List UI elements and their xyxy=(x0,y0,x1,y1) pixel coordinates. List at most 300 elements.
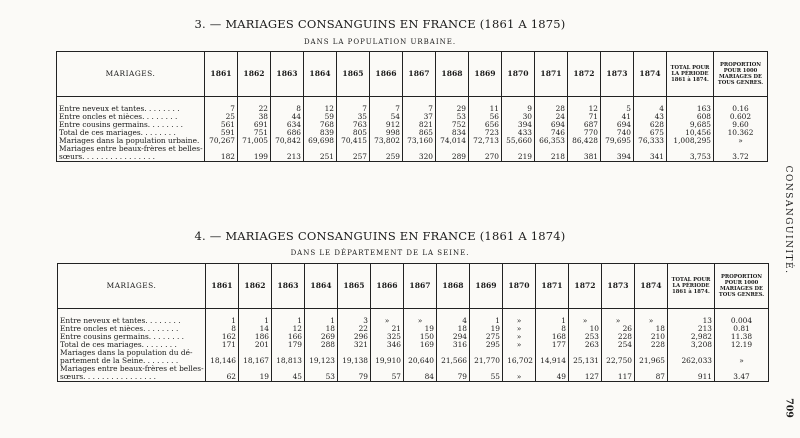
table-cell: 168 xyxy=(536,333,569,341)
table-cell: 998 xyxy=(370,129,403,137)
table-cell xyxy=(206,365,239,373)
table-seine-department xyxy=(57,263,769,382)
table-cell: 254 xyxy=(602,341,635,349)
table-cell xyxy=(470,349,503,357)
table-cell: 321 xyxy=(338,341,371,349)
row-label: Total de ces mariages. . . . . . . . xyxy=(58,341,206,349)
proportion-cell xyxy=(715,349,769,357)
row-label: sœurs. . . . . . . . . . . . . . . . xyxy=(57,153,205,162)
table-cell: 691 xyxy=(238,121,271,129)
table-row xyxy=(57,153,768,162)
table-cell: 21,770 xyxy=(470,357,503,365)
table-cell: 746 xyxy=(535,129,568,137)
table-cell: 12 xyxy=(568,105,601,113)
table-row xyxy=(58,333,769,341)
table-cell: 57 xyxy=(371,373,404,382)
table-cell xyxy=(535,145,568,153)
table-cell: 25,131 xyxy=(569,357,602,365)
table-cell: 218 xyxy=(535,153,568,162)
table-cell xyxy=(536,349,569,357)
table-cell: » xyxy=(602,317,635,325)
table-cell: 839 xyxy=(304,129,337,137)
table-cell xyxy=(404,349,437,357)
table-cell: 394 xyxy=(502,121,535,129)
year-header: 1862 xyxy=(239,264,272,309)
total-header: TOTAL POUR LA PÉRIODE 1861 à 1874. xyxy=(668,264,715,309)
proportion-header: PROPORTION POUR 1000 MARIAGES DE TOUS GENRES. xyxy=(714,52,768,97)
proportion-cell: » xyxy=(714,137,768,145)
table-cell: » xyxy=(404,317,437,325)
table-urban-population xyxy=(56,51,768,162)
table-cell xyxy=(338,365,371,373)
section1-subtitle: DANS LA POPULATION URBAINE. xyxy=(303,38,457,46)
table-cell: 35 xyxy=(337,113,370,121)
year-header: 1872 xyxy=(569,264,602,309)
table-cell: 55,660 xyxy=(502,137,535,145)
table-cell: 18 xyxy=(635,325,668,333)
row-label: Entre cousins germains. . . . . . . . xyxy=(58,333,206,341)
table-cell: 219 xyxy=(502,153,535,162)
table-cell: 199 xyxy=(238,153,271,162)
table-row xyxy=(57,129,768,137)
table-cell xyxy=(470,365,503,373)
table-cell: 394 xyxy=(601,153,634,162)
table-cell: 84 xyxy=(404,373,437,382)
table-cell: 70,267 xyxy=(205,137,238,145)
table-cell: 228 xyxy=(635,341,668,349)
table-cell: 12 xyxy=(304,105,337,113)
table-cell: 71 xyxy=(568,113,601,121)
table-cell xyxy=(371,365,404,373)
table-cell: 86,428 xyxy=(568,137,601,145)
table-cell xyxy=(370,145,403,153)
table-cell: 10 xyxy=(569,325,602,333)
year-header: 1867 xyxy=(403,52,436,97)
table-cell: 346 xyxy=(371,341,404,349)
table-cell: 20,640 xyxy=(404,357,437,365)
table-cell: 253 xyxy=(569,333,602,341)
total-cell: 911 xyxy=(668,373,715,382)
table-cell: 19 xyxy=(404,325,437,333)
table-cell: » xyxy=(371,317,404,325)
table-cell xyxy=(437,365,470,373)
total-cell: 2,982 xyxy=(668,333,715,341)
table-cell: 834 xyxy=(436,129,469,137)
table-cell: 73,802 xyxy=(370,137,403,145)
row-label: Entre neveux et tantes. . . . . . . . xyxy=(57,105,205,113)
table-cell: 325 xyxy=(371,333,404,341)
year-header: 1867 xyxy=(404,264,437,309)
table-cell xyxy=(205,145,238,153)
table-cell: 73,160 xyxy=(403,137,436,145)
year-header: 1869 xyxy=(469,52,502,97)
table-cell: 8 xyxy=(206,325,239,333)
proportion-cell: 0.004 xyxy=(715,317,769,325)
table-cell xyxy=(305,365,338,373)
row-label: Entre oncles et nièces. . . . . . . . xyxy=(57,113,205,121)
table-cell: 43 xyxy=(634,113,667,121)
table-cell: 44 xyxy=(271,113,304,121)
row-label: Total de ces mariages. . . . . . . . xyxy=(57,129,205,137)
proportion-cell: 11.38 xyxy=(715,333,769,341)
table-cell xyxy=(536,365,569,373)
table-cell xyxy=(635,349,668,357)
proportion-cell: 3.72 xyxy=(714,153,768,162)
table-cell: 768 xyxy=(304,121,337,129)
table-row xyxy=(58,317,769,325)
table-cell: 55 xyxy=(470,373,503,382)
table-cell: 213 xyxy=(271,153,304,162)
year-header: 1862 xyxy=(238,52,271,97)
row-label: sœurs. . . . . . . . . . . . . . . . xyxy=(58,373,206,382)
table-cell xyxy=(503,365,536,373)
year-header: 1872 xyxy=(568,52,601,97)
table-cell: 53 xyxy=(305,373,338,382)
table-cell xyxy=(239,349,272,357)
table-cell xyxy=(404,365,437,373)
table-cell: 9 xyxy=(502,105,535,113)
table-cell: 723 xyxy=(469,129,502,137)
table-row xyxy=(58,365,769,373)
total-cell: 213 xyxy=(668,325,715,333)
total-cell: 608 xyxy=(667,113,714,121)
table-cell: 162 xyxy=(206,333,239,341)
table-cell: 294 xyxy=(437,333,470,341)
table-row xyxy=(57,145,768,153)
proportion-cell: 0.81 xyxy=(715,325,769,333)
table-cell: 561 xyxy=(205,121,238,129)
table-cell: 41 xyxy=(601,113,634,121)
table-cell xyxy=(337,145,370,153)
table-cell xyxy=(371,349,404,357)
header-label: MARIAGES. xyxy=(57,52,205,97)
table-cell xyxy=(568,145,601,153)
table-cell: 19 xyxy=(239,373,272,382)
row-label: partement de la Seine. . . . . . . . xyxy=(58,357,206,365)
proportion-cell xyxy=(715,365,769,373)
table-cell: 1 xyxy=(272,317,305,325)
year-header: 1863 xyxy=(272,264,305,309)
total-cell: 1,008,295 xyxy=(667,137,714,145)
table-cell: 21,965 xyxy=(635,357,668,365)
year-header: 1863 xyxy=(271,52,304,97)
row-label: Mariages dans la population urbaine. xyxy=(57,137,205,145)
table-cell: 228 xyxy=(602,333,635,341)
proportion-cell: 12.19 xyxy=(715,341,769,349)
table-cell: 87 xyxy=(635,373,668,382)
year-header: 1861 xyxy=(206,264,239,309)
year-header: 1865 xyxy=(337,52,370,97)
year-header: 1873 xyxy=(602,264,635,309)
table-cell: 763 xyxy=(337,121,370,129)
table-cell: 26 xyxy=(602,325,635,333)
table-cell: 169 xyxy=(404,341,437,349)
table-cell: 865 xyxy=(403,129,436,137)
table-cell: 433 xyxy=(502,129,535,137)
row-label: Mariages entre beaux-frères et belles- xyxy=(57,145,205,153)
section2-title: 4. — MARIAGES CONSANGUINS EN FRANCE (1861 A 1874) xyxy=(194,229,566,243)
table-cell: 201 xyxy=(239,341,272,349)
table-cell: 22,750 xyxy=(602,357,635,365)
table-cell xyxy=(338,349,371,357)
table-cell xyxy=(502,145,535,153)
table-cell xyxy=(272,349,305,357)
proportion-cell: 0.602 xyxy=(714,113,768,121)
proportion-cell: » xyxy=(715,357,769,365)
table-cell: 675 xyxy=(634,129,667,137)
table-cell xyxy=(304,145,337,153)
table-cell: 19,910 xyxy=(371,357,404,365)
table-cell: 5 xyxy=(601,105,634,113)
table-cell: » xyxy=(503,341,536,349)
total-cell: 3,208 xyxy=(668,341,715,349)
table-cell xyxy=(437,349,470,357)
table-cell: 49 xyxy=(536,373,569,382)
table-cell xyxy=(569,365,602,373)
row-label: Mariages entre beaux-frères et belles- xyxy=(58,365,206,373)
table-cell: 1 xyxy=(239,317,272,325)
table-cell xyxy=(305,349,338,357)
table-cell: 19,138 xyxy=(338,357,371,365)
table-cell xyxy=(272,365,305,373)
table-cell: 740 xyxy=(601,129,634,137)
table-cell: 79 xyxy=(338,373,371,382)
table-cell: 186 xyxy=(239,333,272,341)
table-cell: 381 xyxy=(568,153,601,162)
total-cell xyxy=(667,145,714,153)
row-label: Mariages dans la population du dé- xyxy=(58,349,206,357)
table-cell: » xyxy=(503,333,536,341)
year-header: 1864 xyxy=(305,264,338,309)
table-cell xyxy=(469,145,502,153)
total-cell: 9,685 xyxy=(667,121,714,129)
year-header: 1874 xyxy=(634,52,667,97)
table-cell: 18,146 xyxy=(206,357,239,365)
table-cell: 70,842 xyxy=(271,137,304,145)
table-cell: » xyxy=(503,317,536,325)
table-cell: 251 xyxy=(304,153,337,162)
table-cell: » xyxy=(635,317,668,325)
table-cell: 29 xyxy=(436,105,469,113)
table-row xyxy=(57,137,768,145)
year-header: 1869 xyxy=(470,264,503,309)
table-cell: 270 xyxy=(469,153,502,162)
table-cell: 117 xyxy=(602,373,635,382)
table-cell: 38 xyxy=(238,113,271,121)
table-cell: 30 xyxy=(502,113,535,121)
row-label: Entre cousins germains. . . . . . . . xyxy=(57,121,205,129)
table-cell: 24 xyxy=(535,113,568,121)
table-cell: 687 xyxy=(568,121,601,129)
table-cell: 19 xyxy=(470,325,503,333)
table-row xyxy=(57,121,768,129)
table-cell: 19,123 xyxy=(305,357,338,365)
year-header: 1866 xyxy=(370,52,403,97)
table-cell: 14 xyxy=(239,325,272,333)
table-cell xyxy=(206,349,239,357)
table-row xyxy=(58,349,769,357)
table-cell: 53 xyxy=(436,113,469,121)
table-cell: 25 xyxy=(205,113,238,121)
table-cell: 166 xyxy=(272,333,305,341)
table-cell: 22 xyxy=(338,325,371,333)
table-cell: 8 xyxy=(271,105,304,113)
total-cell: 163 xyxy=(667,105,714,113)
section1-title: 3. — MARIAGES CONSANGUINS EN FRANCE (1861 A 1875) xyxy=(194,17,566,31)
table-cell xyxy=(238,145,271,153)
header-label: MARIAGES. xyxy=(58,264,206,309)
table-row xyxy=(57,105,768,113)
table-cell xyxy=(602,365,635,373)
table-cell: 4 xyxy=(437,317,470,325)
table-cell: 288 xyxy=(305,341,338,349)
table-cell: 912 xyxy=(370,121,403,129)
table-cell: 259 xyxy=(370,153,403,162)
table-cell xyxy=(601,145,634,153)
table-cell: 289 xyxy=(436,153,469,162)
table-cell: 56 xyxy=(469,113,502,121)
table-cell: 21 xyxy=(371,325,404,333)
table-cell xyxy=(239,365,272,373)
table-cell: 171 xyxy=(206,341,239,349)
table-cell: 69,698 xyxy=(304,137,337,145)
table-cell: 316 xyxy=(437,341,470,349)
row-label: Entre oncles et nièces. . . . . . . . xyxy=(58,325,206,333)
proportion-cell: 9.60 xyxy=(714,121,768,129)
table-cell: 1 xyxy=(305,317,338,325)
table-cell: 54 xyxy=(370,113,403,121)
page-number: 709 xyxy=(783,398,795,418)
table-cell: 14,914 xyxy=(536,357,569,365)
year-header: 1870 xyxy=(503,264,536,309)
table-cell: 18,167 xyxy=(239,357,272,365)
table-cell: 182 xyxy=(205,153,238,162)
year-header: 1874 xyxy=(635,264,668,309)
side-running-head: CONSANGUINITÉ. xyxy=(783,165,793,275)
table-cell: 18 xyxy=(305,325,338,333)
table-cell: » xyxy=(503,373,536,382)
table-cell: 74,014 xyxy=(436,137,469,145)
total-cell: 13 xyxy=(668,317,715,325)
table-cell: 656 xyxy=(469,121,502,129)
table-row xyxy=(57,113,768,121)
table-cell: 66,353 xyxy=(535,137,568,145)
year-header: 1870 xyxy=(502,52,535,97)
table-cell: 28 xyxy=(535,105,568,113)
table-cell: 1 xyxy=(206,317,239,325)
table-cell xyxy=(569,349,602,357)
table-cell: 805 xyxy=(337,129,370,137)
table-cell: 1 xyxy=(470,317,503,325)
table-cell: 79 xyxy=(437,373,470,382)
table-cell: 16,702 xyxy=(503,357,536,365)
table-cell: 770 xyxy=(568,129,601,137)
table-cell: 59 xyxy=(304,113,337,121)
table-cell xyxy=(403,145,436,153)
table-row xyxy=(58,325,769,333)
table-cell: 263 xyxy=(569,341,602,349)
table-cell: » xyxy=(503,325,536,333)
proportion-cell xyxy=(714,145,768,153)
table-row xyxy=(58,341,769,349)
table-cell: 127 xyxy=(569,373,602,382)
table-cell: 18 xyxy=(437,325,470,333)
total-cell xyxy=(668,349,715,357)
table-cell: 22 xyxy=(238,105,271,113)
proportion-cell: 0.16 xyxy=(714,105,768,113)
proportion-header: PROPORTION POUR 1000 MARIAGES DE TOUS GENRES. xyxy=(715,264,769,309)
table-cell: 3 xyxy=(338,317,371,325)
proportion-cell: 3.47 xyxy=(715,373,769,382)
table-cell xyxy=(635,365,668,373)
table-cell: 7 xyxy=(403,105,436,113)
total-cell: 10,456 xyxy=(667,129,714,137)
table-cell xyxy=(271,145,304,153)
table-cell: 210 xyxy=(635,333,668,341)
table-cell: 71,005 xyxy=(238,137,271,145)
table-cell: 686 xyxy=(271,129,304,137)
total-header: TOTAL POUR LA PÉRIODE 1861 à 1874. xyxy=(667,52,714,97)
year-header: 1864 xyxy=(304,52,337,97)
table-cell: 11 xyxy=(469,105,502,113)
year-header: 1871 xyxy=(536,264,569,309)
table-cell: 7 xyxy=(370,105,403,113)
table-cell: 7 xyxy=(337,105,370,113)
proportion-cell: 10.362 xyxy=(714,129,768,137)
table-cell: 296 xyxy=(338,333,371,341)
year-header: 1865 xyxy=(338,264,371,309)
year-header: 1861 xyxy=(205,52,238,97)
table-cell: 45 xyxy=(272,373,305,382)
total-cell: 3,753 xyxy=(667,153,714,162)
table-cell: 76,333 xyxy=(634,137,667,145)
table-cell xyxy=(503,349,536,357)
table-cell: 751 xyxy=(238,129,271,137)
table-cell: 177 xyxy=(536,341,569,349)
total-cell xyxy=(668,365,715,373)
table-cell: 179 xyxy=(272,341,305,349)
table-cell: 694 xyxy=(601,121,634,129)
table-cell: 37 xyxy=(403,113,436,121)
table-cell: 21,566 xyxy=(437,357,470,365)
table-cell: 295 xyxy=(470,341,503,349)
table-cell: 1 xyxy=(536,317,569,325)
table-cell: » xyxy=(569,317,602,325)
table-cell: 628 xyxy=(634,121,667,129)
table-cell: 320 xyxy=(403,153,436,162)
table-cell: 72,713 xyxy=(469,137,502,145)
table-cell: 12 xyxy=(272,325,305,333)
row-label: Entre neveux et tantes. . . . . . . . xyxy=(58,317,206,325)
year-header: 1868 xyxy=(437,264,470,309)
table-cell: 591 xyxy=(205,129,238,137)
total-cell: 262,033 xyxy=(668,357,715,365)
table-cell: 150 xyxy=(404,333,437,341)
year-header: 1868 xyxy=(436,52,469,97)
table-cell: 4 xyxy=(634,105,667,113)
table-cell: 694 xyxy=(535,121,568,129)
table-cell: 257 xyxy=(337,153,370,162)
table-cell: 634 xyxy=(271,121,304,129)
table-row xyxy=(58,357,769,365)
table-cell: 7 xyxy=(205,105,238,113)
table-cell xyxy=(634,145,667,153)
table-cell: 70,415 xyxy=(337,137,370,145)
year-header: 1871 xyxy=(535,52,568,97)
table-cell xyxy=(436,145,469,153)
table-cell: 821 xyxy=(403,121,436,129)
section2-subtitle: DANS LE DÉPARTEMENT DE LA SEINE. xyxy=(290,249,470,257)
